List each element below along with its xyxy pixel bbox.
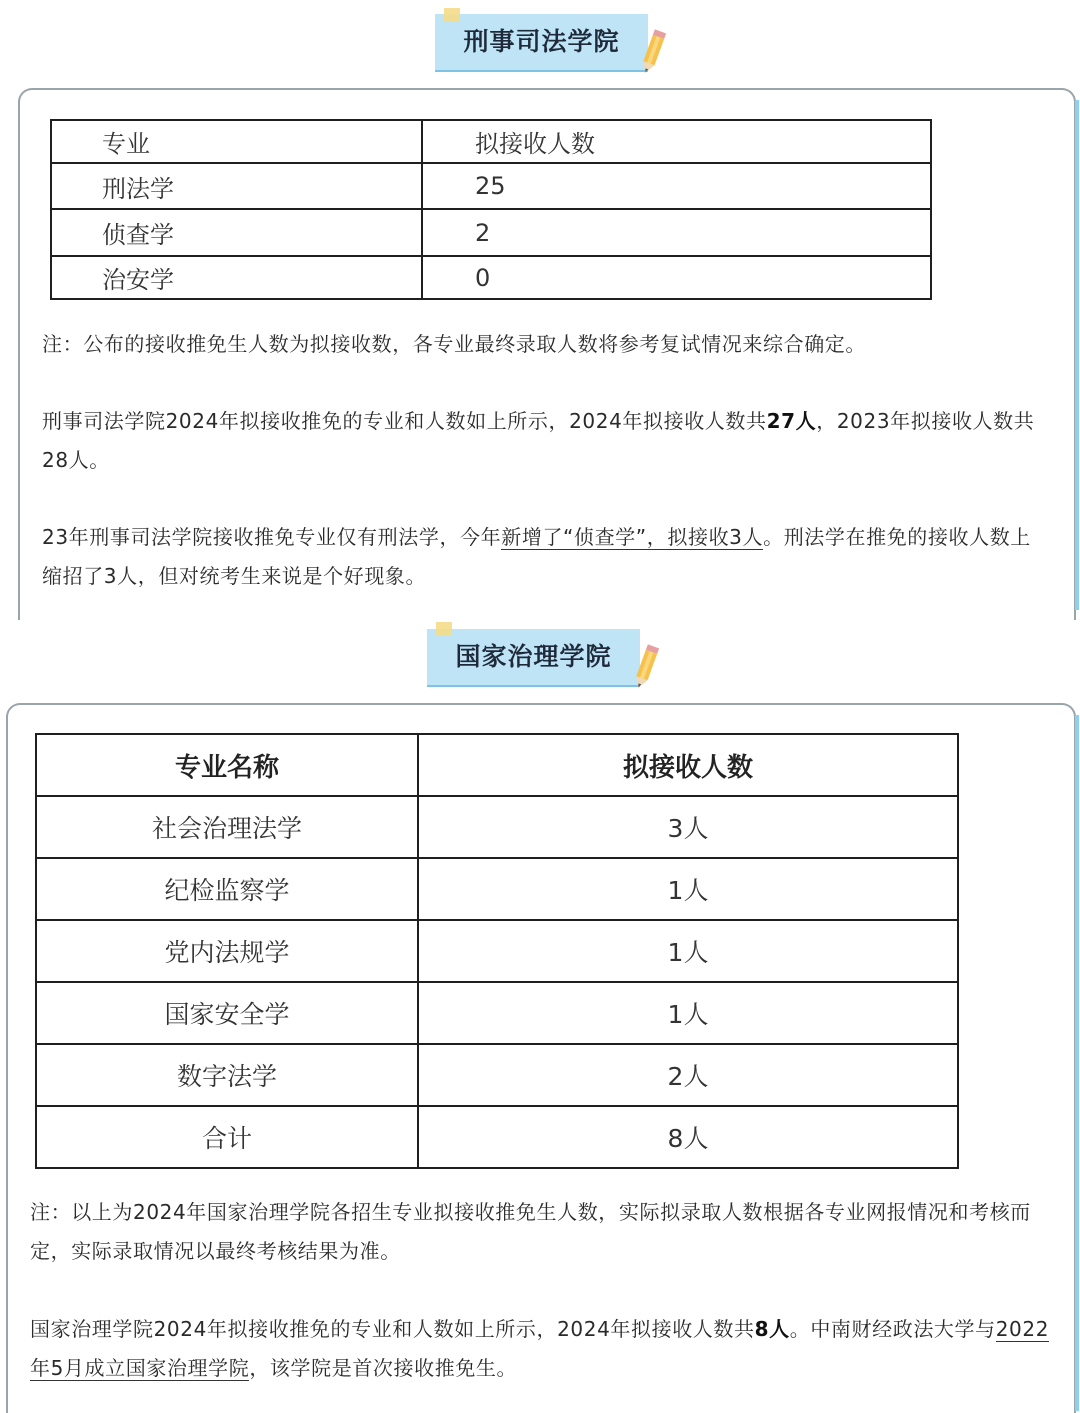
table-cell-major: 国家安全学 [36,982,418,1044]
summary-text: 。中南财经政法大学与 [789,1317,996,1341]
summary-text: ，该学院是首次接收推免生。 [249,1356,518,1380]
summary-paragraph [30,1310,1050,1388]
table-cell-count: 1人 [418,920,958,982]
table-header-cell: 拟接收人数 [418,734,958,796]
section-title-badge [427,629,640,687]
table-cell-major: 合计 [36,1106,418,1168]
analysis-highlight: 新增了“侦查学”，拟接收3人 [501,525,764,549]
section-title: 国家治理学院 [455,642,612,671]
summary-total: 8人 [754,1317,790,1341]
table-cell-count: 3人 [418,796,958,858]
enrollment-table [50,119,932,300]
analysis-text: 。刑法学在推免的接收人数上缩招了3人，但对统考生来说是个好现象。 [42,525,1031,588]
table-note: 注：以上为2024年国家治理学院各招生专业拟接收推免生人数，实际拟录取人数根据各专业网报情况和考核而定，实际录取情况以最终考核结果为准。 [30,1200,1031,1263]
summary-text: 刑事司法学院2024年拟接收推免的专业和人数如上所示，2024年拟接收人数共 [42,409,767,433]
summary-paragraph [42,402,1050,480]
table-cell-count: 1人 [418,982,958,1044]
section-title: 刑事司法学院 [463,27,620,56]
summary-text: 国家治理学院2024年拟接收推免的专业和人数如上所示，2024年拟接收人数共 [30,1317,755,1341]
table-header-cell: 拟接收人数 [422,120,931,163]
table-row [36,982,958,1044]
table-note: 注：公布的接收推免生人数为拟接收数，各专业最终录取人数将参考复试情况来综合确定。 [42,332,866,356]
table-header-row [36,734,958,796]
tape-decoration [444,8,460,22]
table-row [51,256,931,299]
table-cell-major: 侦查学 [51,209,422,256]
table-cell-count: 2人 [418,1044,958,1106]
table-cell-major: 数字法学 [36,1044,418,1106]
table-row [51,163,931,209]
table-row-total [36,1106,958,1168]
table-row [36,920,958,982]
table-header-cell: 专业名称 [36,734,418,796]
table-cell-count: 8人 [418,1106,958,1168]
founding-highlight: 2022年5月成立国家治理学院 [30,1317,1050,1380]
summary-text: ，2023年拟接收人数共28人。 [42,409,1035,472]
table-cell-count: 2 [422,209,931,256]
tape-decoration [436,622,452,636]
table-cell-major: 刑法学 [51,163,422,209]
table-cell-major: 党内法规学 [36,920,418,982]
enrollment-table [35,733,959,1169]
table-cell-major: 治安学 [51,256,422,299]
table-cell-count: 25 [422,163,931,209]
table-row [51,209,931,256]
table-row [36,1044,958,1106]
table-cell-count: 1人 [418,858,958,920]
section-title-badge [435,14,648,72]
analysis-text: 23年刑事司法学院接收推免专业仅有刑法学，今年 [42,525,502,549]
card-edge [1075,715,1079,1411]
table-cell-major: 纪检监察学 [36,858,418,920]
table-header-cell: 专业 [51,120,422,163]
table-row [36,858,958,920]
table-header-row [51,120,931,163]
analysis-paragraph [42,518,1050,596]
table-row [36,796,958,858]
card-edge [1075,100,1079,610]
summary-total: 27人 [766,409,817,433]
table-cell-count: 0 [422,256,931,299]
table-cell-major: 社会治理法学 [36,796,418,858]
